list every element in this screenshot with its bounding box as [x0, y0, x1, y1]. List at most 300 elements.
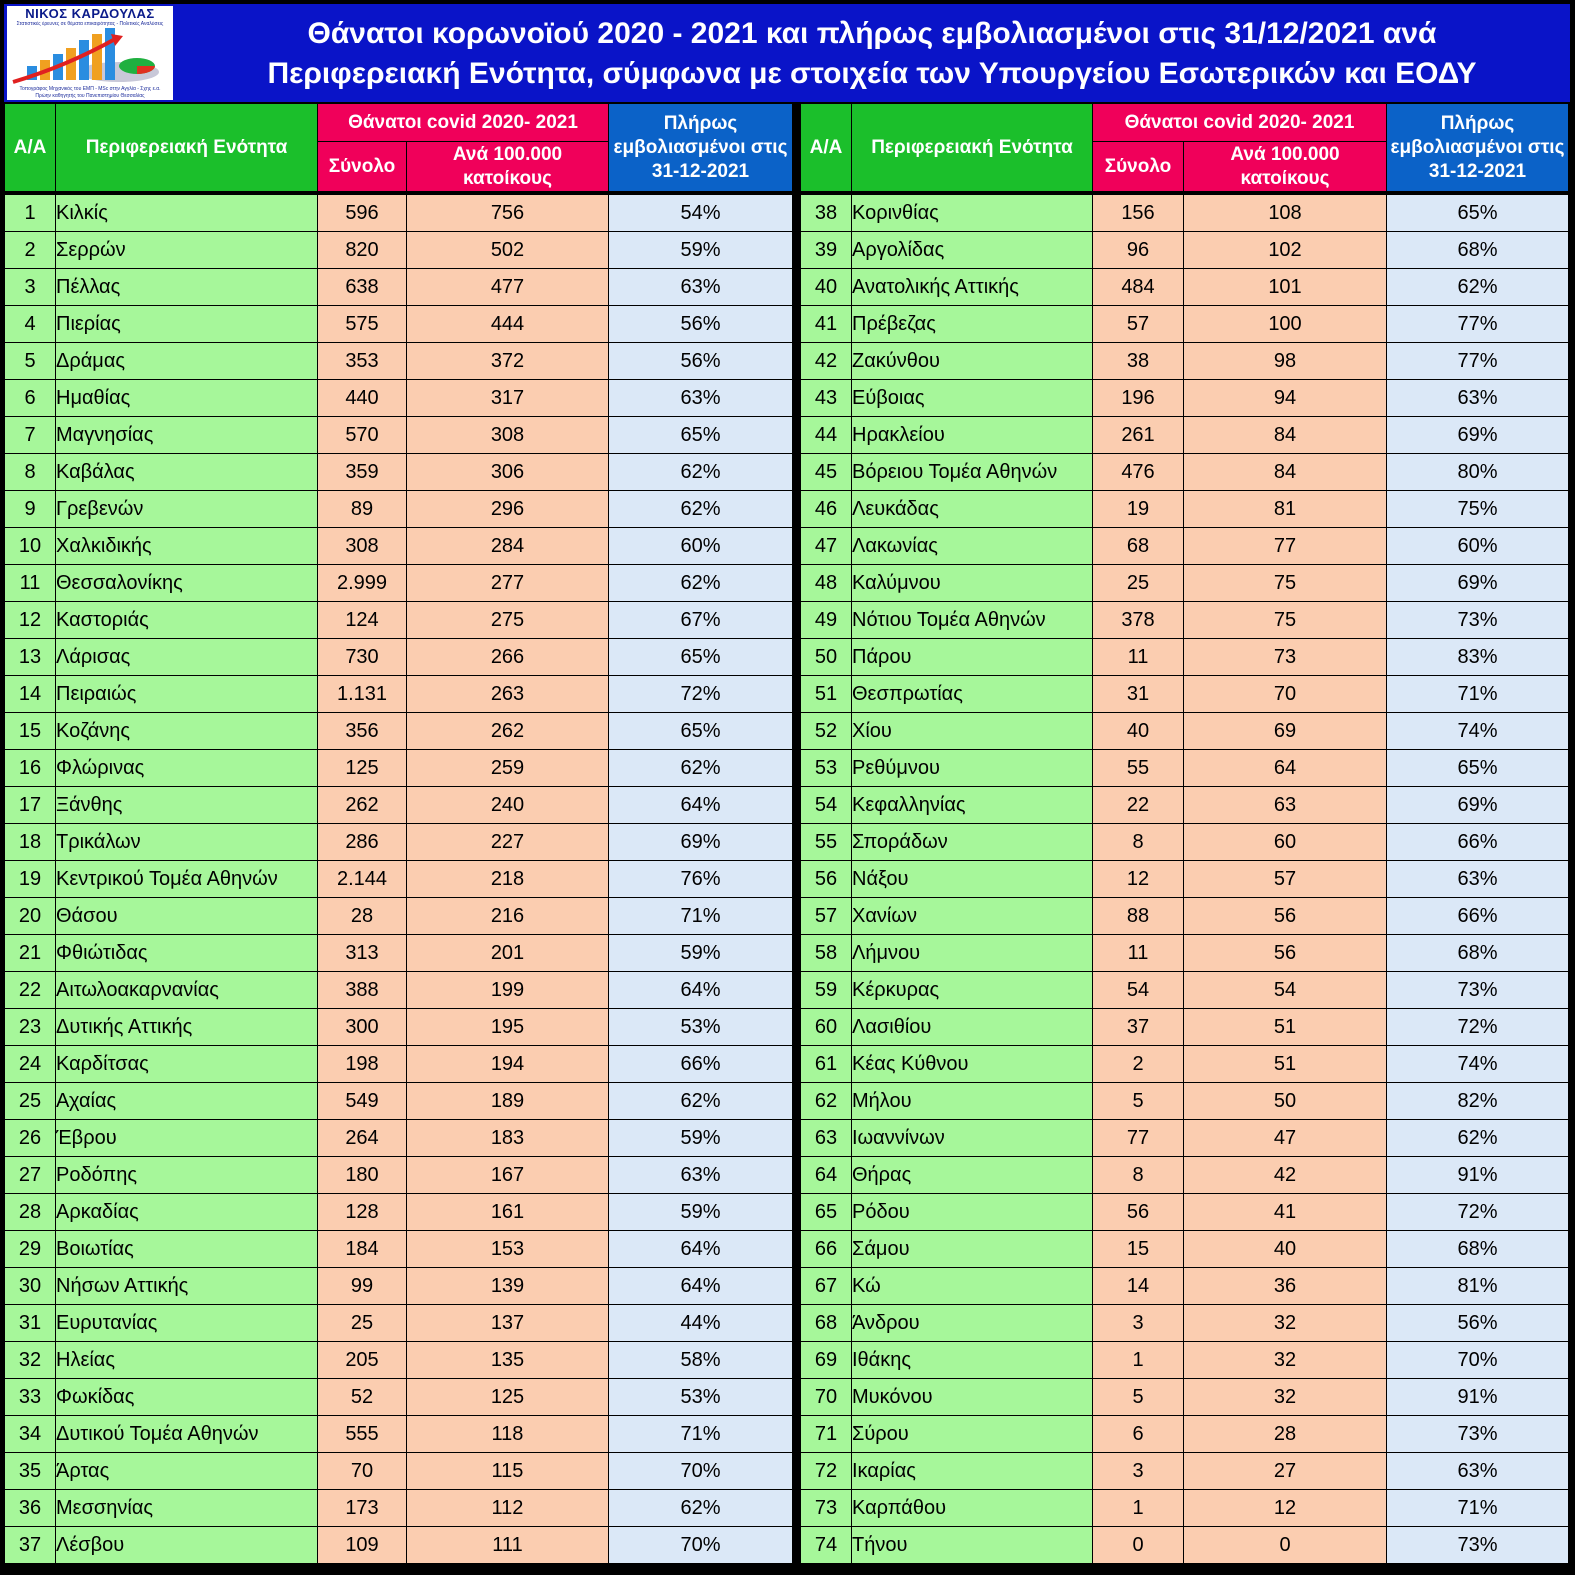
deaths-per-100k-left: 216 — [407, 898, 609, 935]
region-name-left: Ηλείας — [56, 1342, 318, 1379]
deaths-per-100k-left: 139 — [407, 1268, 609, 1305]
deaths-total-left: 198 — [318, 1046, 407, 1083]
region-name-left: Τρικάλων — [56, 824, 318, 861]
column-gap — [793, 1083, 801, 1120]
row-number-left: 7 — [5, 417, 56, 454]
vaccinated-percent-right: 63% — [1387, 861, 1569, 898]
vaccinated-percent-right: 83% — [1387, 639, 1569, 676]
column-gap — [793, 1416, 801, 1453]
deaths-total-left: 180 — [318, 1157, 407, 1194]
row-number-left: 34 — [5, 1416, 56, 1453]
row-number-left: 10 — [5, 528, 56, 565]
row-number-right: 52 — [801, 713, 852, 750]
deaths-per-100k-left: 161 — [407, 1194, 609, 1231]
region-name-left: Χαλκιδικής — [56, 528, 318, 565]
vaccinated-percent-right: 60% — [1387, 528, 1569, 565]
row-number-left: 14 — [5, 676, 56, 713]
column-gap — [793, 1527, 801, 1564]
deaths-total-right: 156 — [1093, 195, 1184, 232]
vaccinated-percent-left: 59% — [609, 1194, 793, 1231]
deaths-total-left: 109 — [318, 1527, 407, 1564]
deaths-total-right: 1 — [1093, 1342, 1184, 1379]
deaths-total-right: 0 — [1093, 1527, 1184, 1564]
vaccinated-percent-left: 63% — [609, 1157, 793, 1194]
deaths-total-right: 56 — [1093, 1194, 1184, 1231]
vaccinated-percent-left: 62% — [609, 1490, 793, 1527]
region-name-right: Χανίων — [852, 898, 1093, 935]
region-name-right: Κέρκυρας — [852, 972, 1093, 1009]
row-number-left: 21 — [5, 935, 56, 972]
vaccinated-percent-left: 54% — [609, 195, 793, 232]
table-row — [5, 1527, 1569, 1564]
row-number-left: 1 — [5, 195, 56, 232]
region-name-right: Σάμου — [852, 1231, 1093, 1268]
deaths-total-right: 8 — [1093, 1157, 1184, 1194]
row-number-left: 27 — [5, 1157, 56, 1194]
column-gap — [793, 935, 801, 972]
deaths-per-100k-left: 137 — [407, 1305, 609, 1342]
vaccinated-percent-left: 58% — [609, 1342, 793, 1379]
deaths-per-100k-left: 502 — [407, 232, 609, 269]
deaths-per-100k-left: 263 — [407, 676, 609, 713]
row-number-left: 24 — [5, 1046, 56, 1083]
row-number-right: 48 — [801, 565, 852, 602]
deaths-total-left: 638 — [318, 269, 407, 306]
row-number-right: 58 — [801, 935, 852, 972]
deaths-per-100k-right: 27 — [1184, 1453, 1387, 1490]
region-name-left: Δυτικού Τομέα Αθηνών — [56, 1416, 318, 1453]
deaths-total-right: 15 — [1093, 1231, 1184, 1268]
row-number-left: 26 — [5, 1120, 56, 1157]
region-name-right: Ιωαννίνων — [852, 1120, 1093, 1157]
table-row — [5, 1305, 1569, 1342]
row-number-right: 45 — [801, 454, 852, 491]
deaths-per-100k-left: 277 — [407, 565, 609, 602]
vaccinated-percent-left: 65% — [609, 639, 793, 676]
deaths-total-right: 57 — [1093, 306, 1184, 343]
region-name-right: Μυκόνου — [852, 1379, 1093, 1416]
deaths-total-right: 378 — [1093, 602, 1184, 639]
table-row — [5, 1194, 1569, 1231]
col-header-aa-left: Α/Α — [5, 104, 56, 192]
vaccinated-percent-left: 69% — [609, 824, 793, 861]
row-number-right: 40 — [801, 269, 852, 306]
row-number-right: 69 — [801, 1342, 852, 1379]
deaths-total-right: 31 — [1093, 676, 1184, 713]
table-row — [5, 861, 1569, 898]
vaccinated-percent-left: 56% — [609, 343, 793, 380]
table-row — [5, 676, 1569, 713]
table-row — [5, 602, 1569, 639]
column-gap — [793, 1157, 801, 1194]
row-number-right: 49 — [801, 602, 852, 639]
row-number-right: 51 — [801, 676, 852, 713]
deaths-total-left: 124 — [318, 602, 407, 639]
table-row — [5, 787, 1569, 824]
region-name-left: Φλώρινας — [56, 750, 318, 787]
row-number-left: 23 — [5, 1009, 56, 1046]
row-number-left: 12 — [5, 602, 56, 639]
deaths-per-100k-right: 56 — [1184, 935, 1387, 972]
deaths-total-left: 308 — [318, 528, 407, 565]
table-row — [5, 1046, 1569, 1083]
deaths-per-100k-left: 259 — [407, 750, 609, 787]
region-name-right: Αργολίδας — [852, 232, 1093, 269]
deaths-total-left: 70 — [318, 1453, 407, 1490]
row-number-right: 67 — [801, 1268, 852, 1305]
table-row — [5, 898, 1569, 935]
region-name-right: Νάξου — [852, 861, 1093, 898]
region-name-left: Κιλκίς — [56, 195, 318, 232]
col-header-region-left: Περιφερειακή Ενότητα — [56, 104, 318, 192]
row-number-left: 5 — [5, 343, 56, 380]
deaths-per-100k-right: 50 — [1184, 1083, 1387, 1120]
deaths-per-100k-left: 756 — [407, 195, 609, 232]
column-gap — [793, 750, 801, 787]
region-name-right: Ρόδου — [852, 1194, 1093, 1231]
row-number-left: 31 — [5, 1305, 56, 1342]
vaccinated-percent-right: 77% — [1387, 343, 1569, 380]
vaccinated-percent-right: 74% — [1387, 713, 1569, 750]
logo-caption-1: Τοπογράφος Μηχανικός του ΕΜΠ - MSc στην Αγγλία - Σχης ε.α. — [19, 86, 161, 92]
deaths-per-100k-right: 51 — [1184, 1046, 1387, 1083]
row-number-left: 18 — [5, 824, 56, 861]
column-gap — [793, 1231, 801, 1268]
deaths-total-left: 125 — [318, 750, 407, 787]
deaths-per-100k-right: 28 — [1184, 1416, 1387, 1453]
column-gap — [793, 528, 801, 565]
column-gap — [793, 565, 801, 602]
row-number-right: 41 — [801, 306, 852, 343]
region-name-right: Λακωνίας — [852, 528, 1093, 565]
vaccinated-percent-left: 66% — [609, 1046, 793, 1083]
deaths-per-100k-left: 262 — [407, 713, 609, 750]
row-number-right: 63 — [801, 1120, 852, 1157]
deaths-total-right: 22 — [1093, 787, 1184, 824]
vaccinated-percent-right: 62% — [1387, 269, 1569, 306]
vaccinated-percent-right: 63% — [1387, 380, 1569, 417]
vaccinated-percent-left: 62% — [609, 454, 793, 491]
table-row — [5, 1342, 1569, 1379]
deaths-per-100k-right: 54 — [1184, 972, 1387, 1009]
table-row — [5, 935, 1569, 972]
table-row — [5, 639, 1569, 676]
deaths-per-100k-left: 125 — [407, 1379, 609, 1416]
region-name-right: Κορινθίας — [852, 195, 1093, 232]
row-number-right: 56 — [801, 861, 852, 898]
region-name-right: Καρπάθου — [852, 1490, 1093, 1527]
deaths-per-100k-left: 199 — [407, 972, 609, 1009]
row-number-left: 16 — [5, 750, 56, 787]
table-row — [5, 1379, 1569, 1416]
deaths-total-right: 5 — [1093, 1083, 1184, 1120]
table-row — [5, 565, 1569, 602]
region-name-right: Κέας Κύθνου — [852, 1046, 1093, 1083]
deaths-total-right: 3 — [1093, 1453, 1184, 1490]
deaths-per-100k-right: 0 — [1184, 1527, 1387, 1564]
row-number-right: 42 — [801, 343, 852, 380]
vaccinated-percent-left: 65% — [609, 713, 793, 750]
column-gap — [793, 1046, 801, 1083]
region-name-left: Θεσσαλονίκης — [56, 565, 318, 602]
deaths-per-100k-right: 100 — [1184, 306, 1387, 343]
row-number-left: 3 — [5, 269, 56, 306]
row-number-left: 36 — [5, 1490, 56, 1527]
deaths-total-left: 596 — [318, 195, 407, 232]
col-header-per100k-left: Ανά 100.000 κατοίκους — [407, 142, 609, 192]
row-number-right: 47 — [801, 528, 852, 565]
row-number-right: 50 — [801, 639, 852, 676]
author-logo — [7, 6, 173, 100]
region-name-right: Μήλου — [852, 1083, 1093, 1120]
row-number-left: 35 — [5, 1453, 56, 1490]
region-name-left: Έβρου — [56, 1120, 318, 1157]
deaths-total-left: 205 — [318, 1342, 407, 1379]
vaccinated-percent-right: 68% — [1387, 935, 1569, 972]
vaccinated-percent-left: 64% — [609, 1268, 793, 1305]
row-number-right: 71 — [801, 1416, 852, 1453]
deaths-per-100k-right: 73 — [1184, 639, 1387, 676]
deaths-total-right: 19 — [1093, 491, 1184, 528]
row-number-left: 25 — [5, 1083, 56, 1120]
region-name-left: Αιτωλοακαρνανίας — [56, 972, 318, 1009]
deaths-total-left: 359 — [318, 454, 407, 491]
table-row — [5, 195, 1569, 232]
deaths-per-100k-left: 111 — [407, 1527, 609, 1564]
deaths-total-left: 1.131 — [318, 676, 407, 713]
deaths-per-100k-left: 306 — [407, 454, 609, 491]
row-number-left: 11 — [5, 565, 56, 602]
vaccinated-percent-left: 70% — [609, 1527, 793, 1564]
deaths-total-left: 2.999 — [318, 565, 407, 602]
deaths-per-100k-right: 108 — [1184, 195, 1387, 232]
logo-caption-2: Πρώην καθηγητής του Πανεπιστημίου Θεσσαλίας — [35, 93, 145, 99]
deaths-per-100k-left: 317 — [407, 380, 609, 417]
vaccinated-percent-right: 75% — [1387, 491, 1569, 528]
deaths-per-100k-left: 201 — [407, 935, 609, 972]
deaths-per-100k-right: 81 — [1184, 491, 1387, 528]
vaccinated-percent-right: 65% — [1387, 750, 1569, 787]
column-gap — [793, 676, 801, 713]
region-name-left: Καστοριάς — [56, 602, 318, 639]
vaccinated-percent-right: 72% — [1387, 1009, 1569, 1046]
deaths-per-100k-left: 477 — [407, 269, 609, 306]
row-number-right: 53 — [801, 750, 852, 787]
vaccinated-percent-left: 59% — [609, 232, 793, 269]
column-gap — [793, 1305, 801, 1342]
deaths-per-100k-right: 75 — [1184, 565, 1387, 602]
deaths-total-left: 99 — [318, 1268, 407, 1305]
deaths-total-right: 96 — [1093, 232, 1184, 269]
table-row — [5, 1009, 1569, 1046]
region-name-right: Σύρου — [852, 1416, 1093, 1453]
column-gap — [793, 454, 801, 491]
region-name-left: Πειραιώς — [56, 676, 318, 713]
deaths-total-left: 353 — [318, 343, 407, 380]
region-name-right: Κώ — [852, 1268, 1093, 1305]
deaths-per-100k-left: 227 — [407, 824, 609, 861]
row-number-right: 46 — [801, 491, 852, 528]
column-gap — [793, 1268, 801, 1305]
vaccinated-percent-right: 66% — [1387, 898, 1569, 935]
deaths-total-left: 89 — [318, 491, 407, 528]
table-body — [5, 195, 1569, 1564]
row-number-left: 30 — [5, 1268, 56, 1305]
column-gap — [793, 1194, 801, 1231]
column-gap — [793, 1009, 801, 1046]
vaccinated-percent-right: 63% — [1387, 1453, 1569, 1490]
row-number-right: 54 — [801, 787, 852, 824]
deaths-per-100k-right: 63 — [1184, 787, 1387, 824]
row-number-left: 17 — [5, 787, 56, 824]
row-number-right: 66 — [801, 1231, 852, 1268]
vaccinated-percent-right: 69% — [1387, 417, 1569, 454]
row-number-right: 68 — [801, 1305, 852, 1342]
row-number-left: 29 — [5, 1231, 56, 1268]
column-gap — [793, 232, 801, 269]
region-name-left: Σερρών — [56, 232, 318, 269]
vaccinated-percent-right: 62% — [1387, 1120, 1569, 1157]
row-number-right: 55 — [801, 824, 852, 861]
region-name-right: Θήρας — [852, 1157, 1093, 1194]
row-number-left: 4 — [5, 306, 56, 343]
table-row — [5, 1416, 1569, 1453]
table-row — [5, 1268, 1569, 1305]
region-name-right: Ρεθύμνου — [852, 750, 1093, 787]
deaths-total-right: 11 — [1093, 639, 1184, 676]
vaccinated-percent-left: 64% — [609, 1231, 793, 1268]
deaths-total-right: 1 — [1093, 1490, 1184, 1527]
region-name-left: Φθιώτιδας — [56, 935, 318, 972]
deaths-per-100k-left: 194 — [407, 1046, 609, 1083]
deaths-per-100k-right: 101 — [1184, 269, 1387, 306]
column-gap — [793, 824, 801, 861]
column-gap — [793, 713, 801, 750]
row-number-right: 73 — [801, 1490, 852, 1527]
deaths-total-right: 11 — [1093, 935, 1184, 972]
column-gap — [793, 306, 801, 343]
region-name-left: Φωκίδας — [56, 1379, 318, 1416]
row-number-left: 15 — [5, 713, 56, 750]
region-name-left: Ημαθίας — [56, 380, 318, 417]
deaths-total-right: 14 — [1093, 1268, 1184, 1305]
deaths-per-100k-right: 41 — [1184, 1194, 1387, 1231]
deaths-total-right: 68 — [1093, 528, 1184, 565]
column-gap — [793, 491, 801, 528]
deaths-total-right: 5 — [1093, 1379, 1184, 1416]
deaths-per-100k-right: 42 — [1184, 1157, 1387, 1194]
deaths-per-100k-left: 167 — [407, 1157, 609, 1194]
region-name-left: Πιερίας — [56, 306, 318, 343]
vaccinated-percent-left: 64% — [609, 787, 793, 824]
header-row-1 — [5, 104, 1569, 142]
row-number-right: 72 — [801, 1453, 852, 1490]
logo-name: ΝΙΚΟΣ ΚΑΡΔΟΥΛΑΣ — [25, 6, 155, 21]
deaths-total-right: 54 — [1093, 972, 1184, 1009]
region-name-left: Αχαίας — [56, 1083, 318, 1120]
vaccinated-percent-left: 62% — [609, 1083, 793, 1120]
deaths-total-right: 55 — [1093, 750, 1184, 787]
deaths-per-100k-right: 57 — [1184, 861, 1387, 898]
table-row — [5, 1231, 1569, 1268]
vaccinated-percent-right: 65% — [1387, 195, 1569, 232]
region-name-right: Νότιου Τομέα Αθηνών — [852, 602, 1093, 639]
row-number-right: 70 — [801, 1379, 852, 1416]
column-gap — [793, 380, 801, 417]
deaths-per-100k-right: 102 — [1184, 232, 1387, 269]
vaccinated-percent-left: 70% — [609, 1453, 793, 1490]
deaths-total-left: 262 — [318, 787, 407, 824]
deaths-per-100k-left: 284 — [407, 528, 609, 565]
col-header-deaths-left: Θάνατοι covid 2020- 2021 — [318, 104, 609, 142]
region-name-left: Άρτας — [56, 1453, 318, 1490]
table-row — [5, 1453, 1569, 1490]
column-gap — [793, 1379, 801, 1416]
deaths-per-100k-left: 218 — [407, 861, 609, 898]
vaccinated-percent-right: 77% — [1387, 306, 1569, 343]
deaths-total-left: 184 — [318, 1231, 407, 1268]
vaccinated-percent-right: 81% — [1387, 1268, 1569, 1305]
deaths-per-100k-left: 135 — [407, 1342, 609, 1379]
deaths-per-100k-right: 32 — [1184, 1379, 1387, 1416]
column-gap — [793, 972, 801, 1009]
region-name-left: Ευρυτανίας — [56, 1305, 318, 1342]
deaths-per-100k-right: 60 — [1184, 824, 1387, 861]
region-name-right: Ζακύνθου — [852, 343, 1093, 380]
deaths-total-right: 40 — [1093, 713, 1184, 750]
row-number-right: 65 — [801, 1194, 852, 1231]
region-name-left: Δράμας — [56, 343, 318, 380]
region-name-left: Δυτικής Αττικής — [56, 1009, 318, 1046]
deaths-per-100k-right: 75 — [1184, 602, 1387, 639]
deaths-per-100k-right: 70 — [1184, 676, 1387, 713]
deaths-total-left: 575 — [318, 306, 407, 343]
vaccinated-percent-right: 69% — [1387, 787, 1569, 824]
table-row — [5, 1490, 1569, 1527]
vaccinated-percent-left: 60% — [609, 528, 793, 565]
row-number-left: 20 — [5, 898, 56, 935]
row-number-right: 62 — [801, 1083, 852, 1120]
region-name-left: Κεντρικού Τομέα Αθηνών — [56, 861, 318, 898]
deaths-per-100k-left: 275 — [407, 602, 609, 639]
vaccinated-percent-right: 72% — [1387, 1194, 1569, 1231]
row-number-left: 32 — [5, 1342, 56, 1379]
table-row — [5, 528, 1569, 565]
deaths-per-100k-left: 115 — [407, 1453, 609, 1490]
vaccinated-percent-right: 70% — [1387, 1342, 1569, 1379]
region-name-left: Μεσσηνίας — [56, 1490, 318, 1527]
deaths-total-left: 313 — [318, 935, 407, 972]
region-name-right: Πρέβεζας — [852, 306, 1093, 343]
vaccinated-percent-left: 72% — [609, 676, 793, 713]
region-name-left: Καβάλας — [56, 454, 318, 491]
deaths-total-left: 549 — [318, 1083, 407, 1120]
vaccinated-percent-right: 73% — [1387, 972, 1569, 1009]
table-row — [5, 343, 1569, 380]
table-row — [5, 972, 1569, 1009]
deaths-total-right: 261 — [1093, 417, 1184, 454]
deaths-per-100k-left: 118 — [407, 1416, 609, 1453]
deaths-total-right: 25 — [1093, 565, 1184, 602]
row-number-right: 38 — [801, 195, 852, 232]
vaccinated-percent-left: 59% — [609, 1120, 793, 1157]
region-name-right: Βόρειου Τομέα Αθηνών — [852, 454, 1093, 491]
vaccinated-percent-left: 59% — [609, 935, 793, 972]
column-gap — [793, 1120, 801, 1157]
deaths-total-left: 300 — [318, 1009, 407, 1046]
column-gap — [793, 1490, 801, 1527]
region-name-left: Μαγνησίας — [56, 417, 318, 454]
